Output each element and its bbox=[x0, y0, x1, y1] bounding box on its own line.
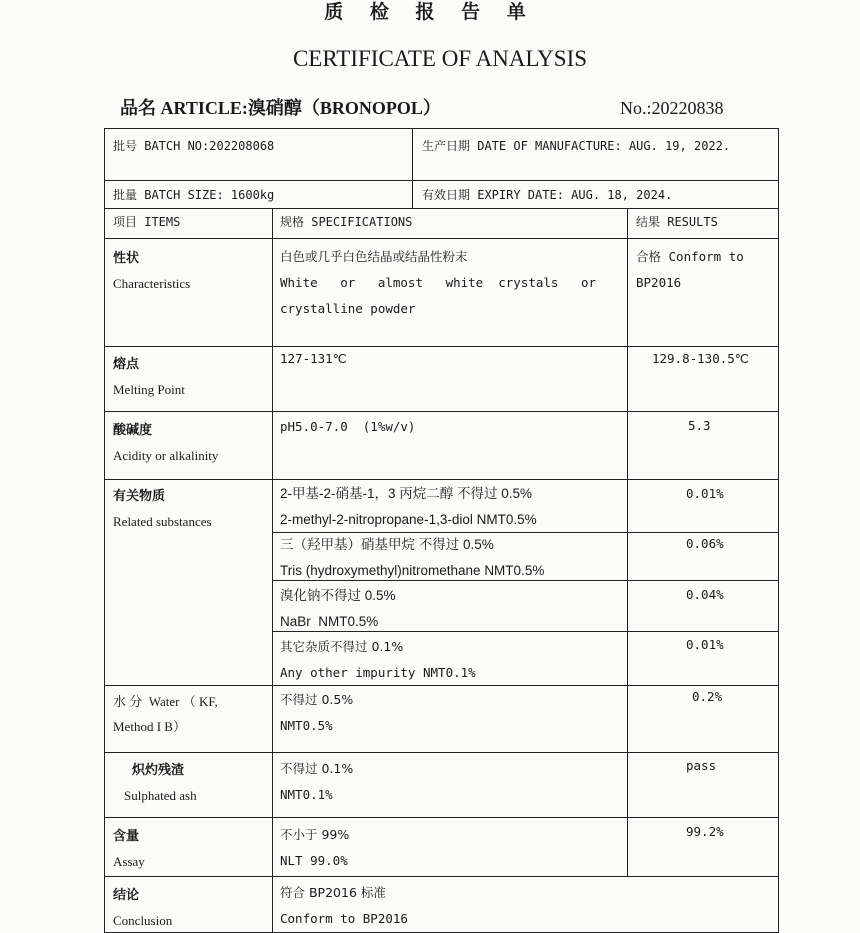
item-melting-point bbox=[113, 352, 185, 402]
result-sulphated-ash: pass bbox=[686, 758, 717, 773]
item-characteristics bbox=[113, 246, 190, 296]
spec-text-en: NMT0.1% bbox=[280, 787, 333, 802]
column-header-results: 结果 RESULTS bbox=[636, 215, 718, 229]
spec-related-sub4 bbox=[280, 634, 476, 686]
result-text: BP2016 bbox=[636, 275, 682, 290]
result-related-sub2: 0.06% bbox=[686, 536, 724, 551]
spec-text-cn: 不小于 99% bbox=[280, 827, 350, 842]
item-acidity bbox=[113, 418, 218, 468]
spec-text-en: Tris (hydroxymethyl)nitromethane NMT0.5% bbox=[280, 563, 545, 578]
column-divider bbox=[272, 208, 273, 933]
spec-text-en: crystalline powder bbox=[280, 301, 416, 316]
column-divider bbox=[627, 208, 628, 876]
spec-text-cn: 其它杂质不得过 0.1% bbox=[280, 639, 404, 654]
column-header-items: 项目 ITEMS bbox=[113, 215, 181, 229]
certificate-number: No.:20220838 bbox=[620, 98, 724, 118]
result-water: 0.2% bbox=[692, 689, 723, 704]
spec-related-sub1 bbox=[280, 481, 537, 533]
spec-text-en: NaBr NMT0.5% bbox=[280, 614, 379, 629]
spec-text-cn: 2-甲基-2-硝基-1，3 丙烷二醇 不得过 0.5% bbox=[280, 486, 533, 501]
item-label-cn: 含量 bbox=[113, 829, 140, 844]
spec-text-cn: 不得过 0.5% bbox=[280, 692, 354, 707]
manufacture-date: 生产日期 DATE OF MANUFACTURE: AUG. 19, 2022. bbox=[422, 139, 731, 153]
item-sulphated-ash bbox=[124, 758, 197, 808]
item-label-en: Related substances bbox=[113, 514, 212, 529]
spec-acidity: pH5.0-7.0 (1%w/v) bbox=[280, 419, 416, 434]
item-label-cn: 结论 bbox=[113, 888, 140, 903]
item-label-line: Method I B） bbox=[113, 719, 186, 734]
item-label-cn: 性状 bbox=[113, 251, 140, 266]
spec-characteristics bbox=[280, 244, 596, 322]
spec-text-en: NMT0.5% bbox=[280, 718, 333, 733]
row-divider bbox=[104, 876, 779, 877]
result-text: 合格 Conform to bbox=[636, 249, 744, 264]
result-related-sub4: 0.01% bbox=[686, 637, 724, 652]
item-label-en: Conclusion bbox=[113, 913, 173, 928]
spec-water bbox=[280, 687, 353, 739]
item-label-cn: 酸碱度 bbox=[113, 423, 153, 438]
spec-related-sub3 bbox=[280, 583, 396, 635]
spec-text-cn: 符合 BP2016 标准 bbox=[280, 885, 386, 900]
row-divider bbox=[104, 817, 779, 818]
spec-text-cn: 溴化钠不得过 0.5% bbox=[280, 588, 396, 603]
item-label-en: Sulphated ash bbox=[124, 788, 197, 803]
batch-number: 批号 BATCH NO:202208068 bbox=[113, 139, 275, 153]
item-label-line: 水 分 Water （ KF, bbox=[113, 694, 218, 709]
title-chinese: 质 检 报 告 单 bbox=[324, 1, 536, 23]
item-label-en: Melting Point bbox=[113, 382, 185, 397]
title-english: CERTIFICATE OF ANALYSIS bbox=[292, 46, 588, 71]
article-line bbox=[120, 95, 441, 121]
spec-text-cn: 不得过 0.1% bbox=[280, 761, 354, 776]
item-label-cn: 熔点 bbox=[113, 357, 140, 372]
spec-conclusion bbox=[280, 880, 408, 932]
item-assay bbox=[113, 824, 145, 874]
row-divider bbox=[104, 238, 779, 239]
item-conclusion bbox=[113, 883, 172, 933]
spec-text-cn: 白色或几乎白色结晶或结晶性粉末 bbox=[280, 249, 468, 264]
item-water bbox=[113, 689, 218, 739]
spec-text-cn: 三（羟甲基）硝基甲烷 不得过 0.5% bbox=[280, 537, 494, 552]
result-related-sub3: 0.04% bbox=[686, 587, 724, 602]
spec-text-en: White or almost white crystals or bbox=[280, 275, 597, 290]
column-divider bbox=[412, 128, 413, 208]
spec-text-en: NLT 99.0% bbox=[280, 853, 348, 868]
row-divider bbox=[104, 180, 779, 181]
row-divider bbox=[104, 411, 779, 412]
spec-text-en: Any other impurity NMT0.1% bbox=[280, 665, 476, 680]
result-related-sub1: 0.01% bbox=[686, 486, 724, 501]
article-label: 品名 ARTICLE: bbox=[120, 98, 248, 118]
item-label-cn: 炽灼残渣 bbox=[132, 763, 185, 778]
spec-melting-point: 127-131℃ bbox=[280, 351, 347, 366]
spec-text-en: Conform to BP2016 bbox=[280, 911, 408, 926]
article-value: 溴硝醇（BRONOPOL） bbox=[247, 98, 441, 118]
row-divider bbox=[104, 752, 779, 753]
spec-sulphated-ash bbox=[280, 756, 353, 808]
result-melting-point: 129.8-130.5℃ bbox=[652, 351, 749, 366]
item-label-cn: 有关物质 bbox=[113, 489, 166, 504]
expiry-date: 有效日期 EXPIRY DATE: AUG. 18, 2024. bbox=[422, 188, 673, 202]
result-acidity: 5.3 bbox=[688, 418, 711, 433]
spec-assay bbox=[280, 822, 349, 874]
spec-related-sub2 bbox=[280, 532, 544, 584]
item-label-en: Acidity or alkalinity bbox=[113, 448, 219, 463]
spec-text-en: 2-methyl-2-nitropropane-1,3-diol NMT0.5% bbox=[280, 512, 537, 527]
item-related-substances bbox=[113, 484, 212, 534]
item-label-en: Assay bbox=[113, 854, 145, 869]
column-header-specifications: 规格 SPECIFICATIONS bbox=[280, 215, 413, 229]
batch-size: 批量 BATCH SIZE: 1600kg bbox=[113, 188, 275, 202]
result-assay: 99.2% bbox=[686, 824, 724, 839]
item-label-en: Characteristics bbox=[113, 276, 191, 291]
result-characteristics bbox=[636, 244, 744, 296]
